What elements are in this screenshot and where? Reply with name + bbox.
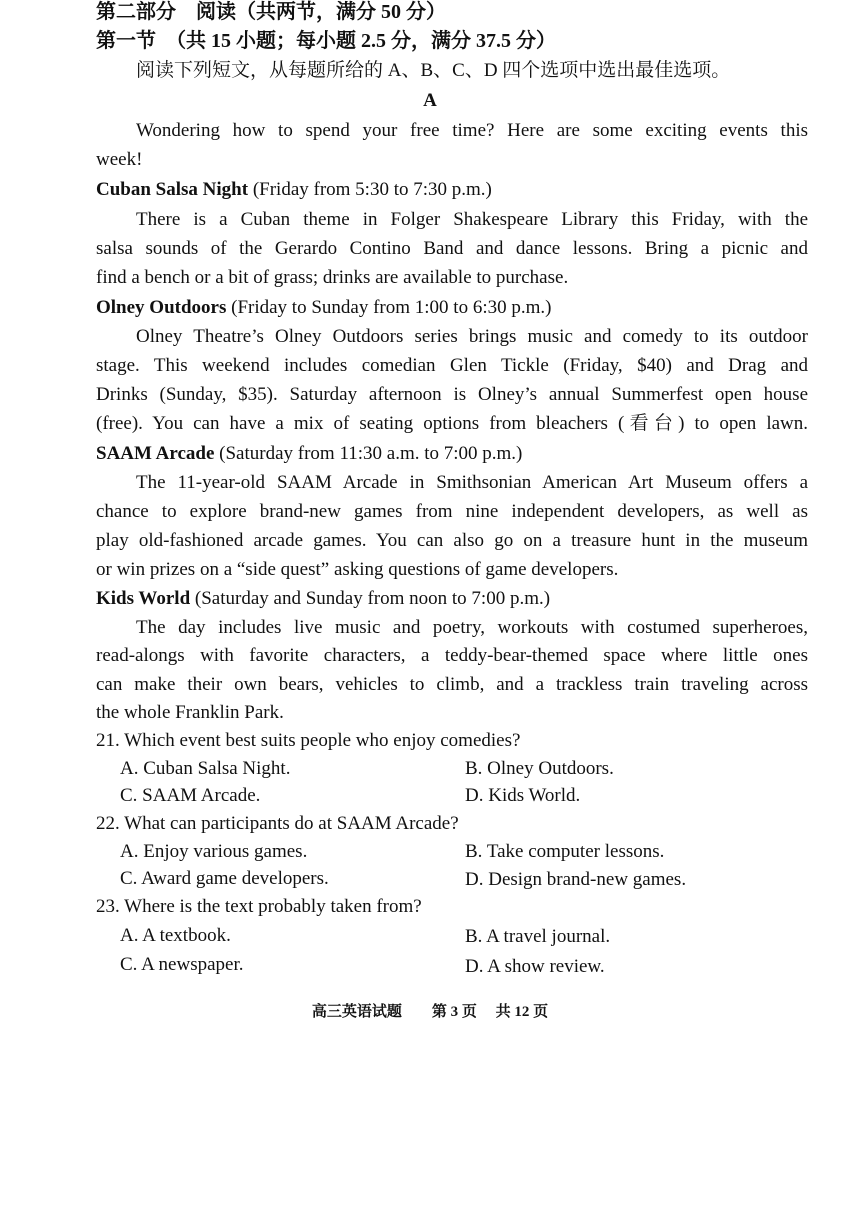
- section-title: 第一节 （共 15 小题；每小题 2.5 分，满分 37.5 分）: [96, 30, 556, 52]
- answer-option: B. Take computer lessons.: [465, 841, 665, 862]
- event-name: Kids World: [96, 588, 191, 609]
- answer-option: D. Kids World.: [465, 785, 581, 806]
- intro-line: week!: [96, 149, 143, 170]
- event-name: SAAM Arcade: [96, 443, 215, 464]
- event-time: (Saturday and Sunday from noon to 7:00 p.m.): [190, 588, 551, 609]
- answer-option: A. A textbook.: [120, 925, 231, 946]
- intro-line: Wondering how to spend your free time? Here are some exciting events this: [136, 120, 808, 141]
- question-stem: 21. Which event best suits people who enjoy comedies?: [96, 730, 521, 751]
- event-time: (Saturday from 11:30 a.m. to 7:00 p.m.): [214, 443, 523, 464]
- instructions: 阅读下列短文，从每题所给的 A、B、C、D 四个选项中选出最佳选项。: [136, 60, 731, 81]
- answer-option: B. A travel journal.: [465, 926, 611, 947]
- event-time: (Friday to Sunday from 1:00 to 6:30 p.m.): [226, 297, 552, 318]
- event-text-line: stage. This weekend includes comedian Glen Tickle (Friday, $40) and Drag and: [96, 355, 808, 376]
- event-text-line: There is a Cuban theme in Folger Shakespeare Library this Friday, with the: [136, 209, 808, 230]
- event-text-line: (free). You can have a mix of seating options from bleachers (看台) to open lawn.: [96, 413, 808, 434]
- answer-option: D. A show review.: [465, 956, 605, 977]
- answer-option: D. Design brand-new games.: [465, 869, 687, 890]
- event-heading: [96, 440, 808, 468]
- event-text-line: play old-fashioned arcade games. You can also go on a treasure hunt in the museum: [96, 530, 808, 551]
- event-text-line: find a bench or a bit of grass; drinks are available to purchase.: [96, 267, 569, 288]
- page-footer: 高三英语试题 第 3 页 共 12 页: [311, 1004, 549, 1020]
- event-text-line: Olney Theatre’s Olney Outdoors series brings music and comedy to its outdoor: [136, 326, 808, 347]
- question-stem: 22. What can participants do at SAAM Arcade?: [96, 813, 459, 834]
- event-heading: [96, 585, 808, 613]
- event-heading: [96, 294, 808, 322]
- event-text-line: read-alongs with favorite characters, a teddy-bear-themed space where little ones: [96, 645, 808, 666]
- part-title: 第二部分 阅读（共两节，满分 50 分）: [96, 1, 446, 23]
- event-text-line: The day includes live music and poetry, workouts with costumed superheroes,: [136, 617, 808, 638]
- event-name: Cuban Salsa Night: [96, 179, 249, 200]
- event-name: Olney Outdoors: [96, 297, 227, 318]
- event-heading: [96, 176, 808, 204]
- event-text-line: or win prizes on a “side quest” asking questions of game developers.: [96, 559, 619, 580]
- event-text-line: Drinks (Sunday, $35). Saturday afternoon is Olney’s annual Summerfest open house: [96, 384, 808, 405]
- event-text-line: can make their own bears, vehicles to climb, and a trackless train traveling across: [96, 674, 808, 695]
- event-text-line: chance to explore brand-new games from nine independent developers, as well as: [96, 501, 808, 522]
- passage-label: A: [423, 90, 437, 111]
- event-time: (Friday from 5:30 to 7:30 p.m.): [248, 179, 492, 200]
- event-text-line: the whole Franklin Park.: [96, 702, 284, 723]
- answer-option: A. Cuban Salsa Night.: [120, 758, 291, 779]
- answer-option: C. Award game developers.: [120, 868, 329, 889]
- answer-option: C. A newspaper.: [120, 954, 244, 975]
- event-text-line: The 11-year-old SAAM Arcade in Smithsonian American Art Museum offers a: [136, 472, 808, 493]
- answer-option: C. SAAM Arcade.: [120, 785, 261, 806]
- question-stem: 23. Where is the text probably taken from?: [96, 896, 422, 917]
- event-text-line: salsa sounds of the Gerardo Contino Band and dance lessons. Bring a picnic and: [96, 238, 808, 259]
- answer-option: A. Enjoy various games.: [120, 841, 308, 862]
- answer-option: B. Olney Outdoors.: [465, 758, 614, 779]
